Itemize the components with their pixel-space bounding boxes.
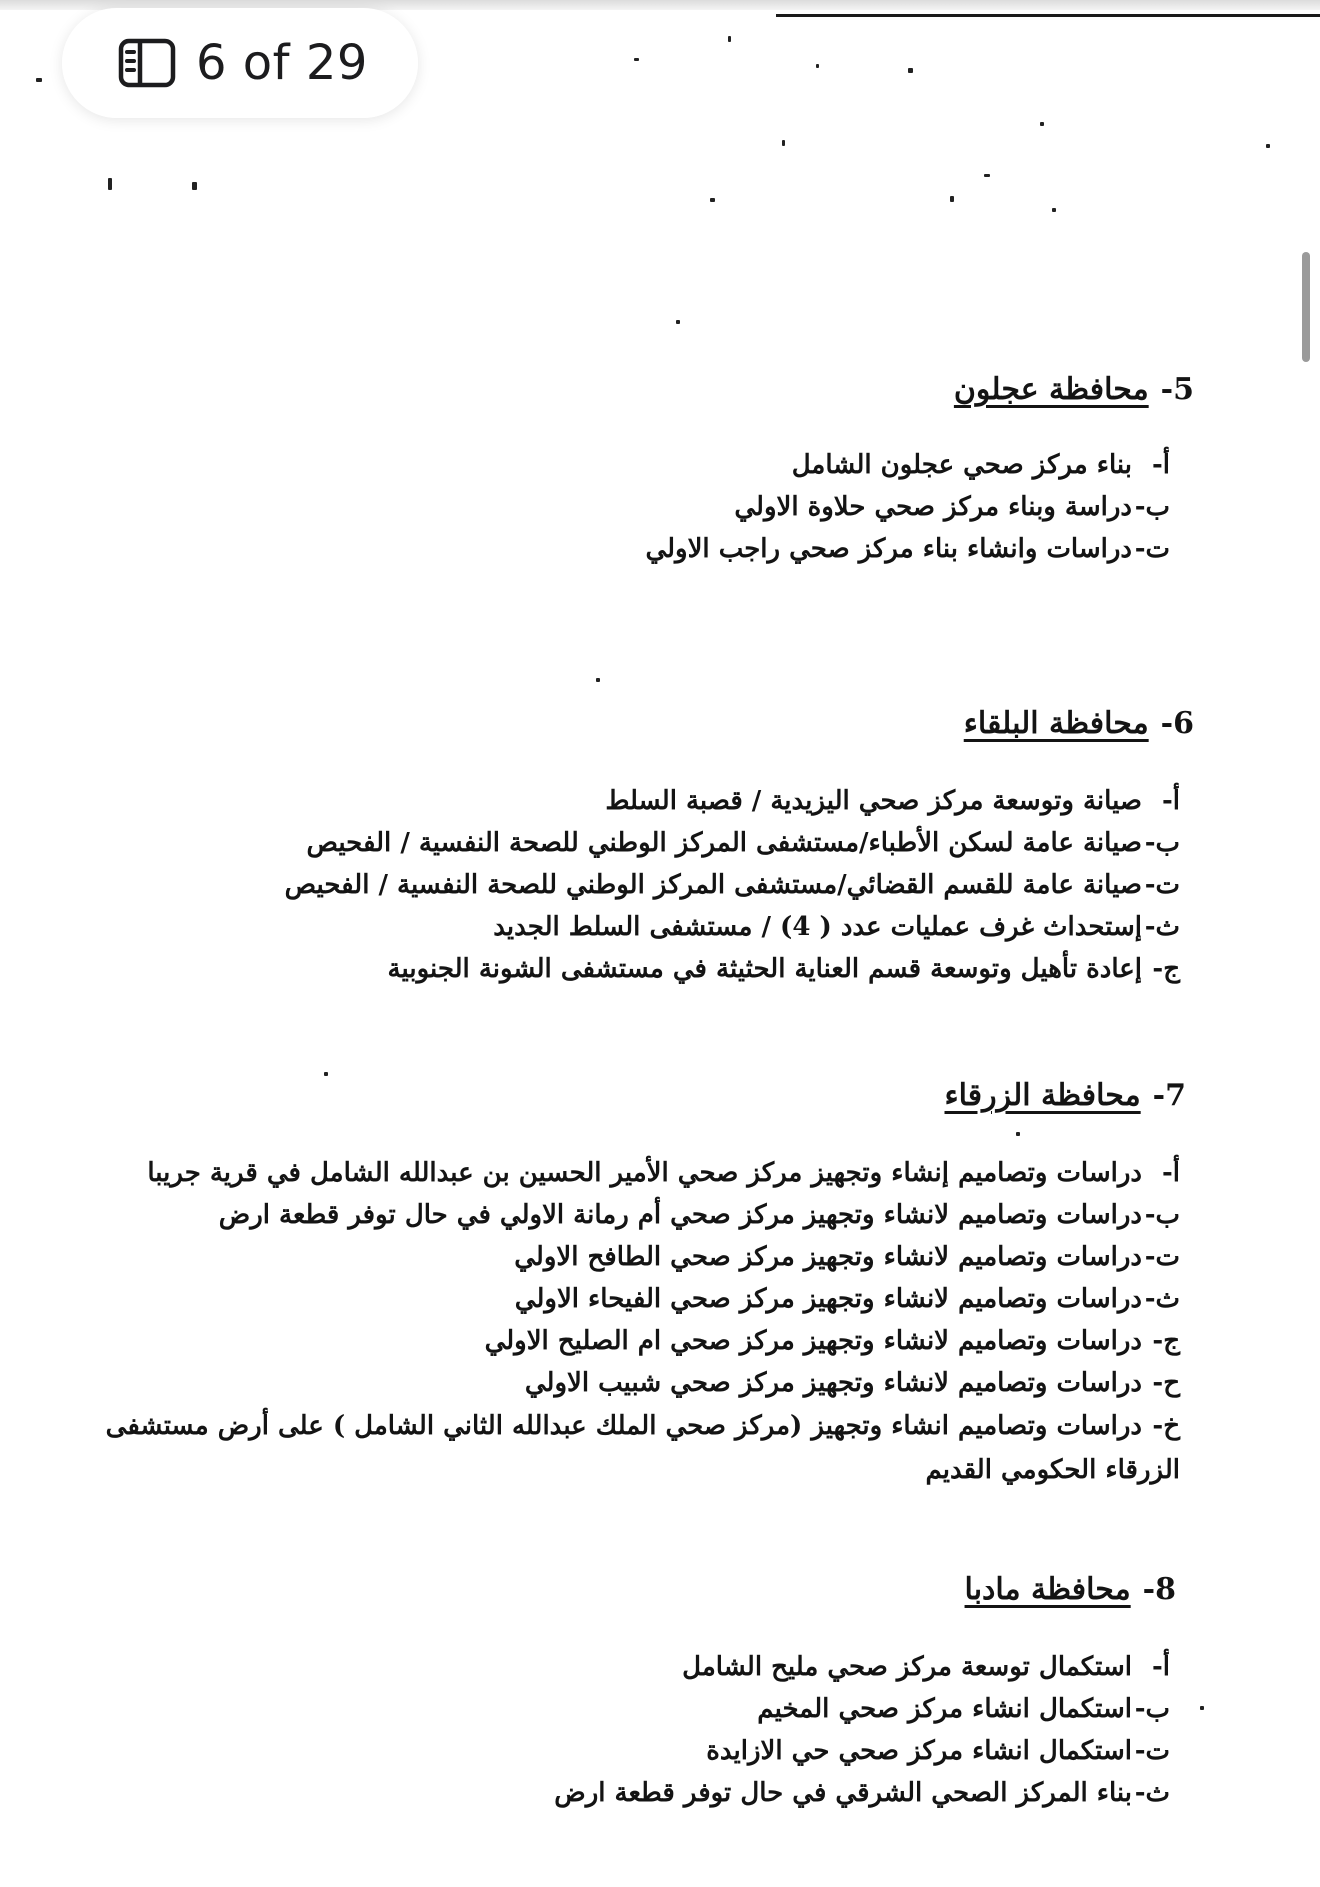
item-letter: ت- (1144, 870, 1180, 900)
item-text: دراسات وانشاء بناء مركز صحي راجب الاولي (645, 534, 1132, 564)
item-letter: ث- (1144, 912, 1180, 942)
item-text: دراسات وتصاميم لانشاء وتجهيز مركز صحي ام الصليح الاولي (484, 1326, 1142, 1356)
scan-speck (1266, 144, 1270, 148)
list-item (554, 1772, 1170, 1814)
page-indicator[interactable] (62, 8, 418, 118)
item-text: استكمال توسعة مركز صحي مليح الشامل (682, 1652, 1132, 1682)
list-item (645, 528, 1170, 570)
section-number: 6- (1160, 706, 1194, 741)
scan-speck (596, 678, 600, 682)
scan-speck (950, 196, 954, 202)
list-item (50, 1194, 1180, 1236)
section-heading (965, 1572, 1176, 1607)
item-text: دراسات وتصاميم انشاء وتجهيز (مركز صحي الملك عبدالله الثاني الشامل ) على أرض مستشفى الزرقاء الحكومي القديم (105, 1411, 1180, 1485)
item-letter: ح- (1152, 1368, 1180, 1398)
list-item (645, 486, 1170, 528)
sidebar-thumbnails-icon[interactable] (118, 38, 176, 88)
list-item (554, 1646, 1170, 1688)
list-item (645, 444, 1170, 486)
item-text: صيانة عامة لسكن الأطباء/مستشفى المركز الوطني للصحة النفسية / الفحيص (306, 828, 1142, 858)
item-text: دراسات وتصاميم لانشاء وتجهيز مركز صحي أم رمانة الاولي في حال توفر قطعة ارض (218, 1200, 1142, 1230)
scrollbar-thumb[interactable] (1302, 252, 1310, 362)
item-text: دراسات وتصاميم إنشاء وتجهيز مركز صحي الأمير الحسين بن عبدالله الشامل في قرية جريبا (147, 1158, 1142, 1188)
scan-speck (984, 174, 990, 177)
list-item (50, 1236, 1180, 1278)
item-letter: أ- (1151, 450, 1170, 480)
item-text: بناء المركز الصحي الشرقي في حال توفر قطعة ارض (554, 1778, 1132, 1808)
list-item (285, 906, 1180, 948)
item-list (554, 1646, 1170, 1814)
section-title: محافظة عجلون (953, 372, 1149, 407)
list-item (285, 948, 1180, 990)
list-item (50, 1320, 1180, 1362)
item-list (645, 444, 1170, 570)
item-letter: ث- (1134, 1778, 1170, 1808)
section-title: محافظة البلقاء (963, 706, 1149, 741)
section-heading (964, 706, 1194, 741)
item-text: دراسات وتصاميم لانشاء وتجهيز مركز صحي شبيب الاولي (524, 1368, 1142, 1398)
scan-speck (1052, 208, 1056, 212)
item-text: إستحداث غرف عمليات عدد ( 4) / مستشفى السلط الجديد (493, 912, 1142, 942)
scan-speck (634, 58, 639, 61)
item-text: دراسات وتصاميم لانشاء وتجهيز مركز صحي الطافح الاولي (514, 1242, 1142, 1272)
scan-speck (36, 78, 42, 82)
scan-speck (1016, 1132, 1020, 1136)
scan-speck (1200, 1706, 1204, 1710)
section-number: 8- (1142, 1572, 1176, 1607)
item-letter: ب- (1144, 828, 1180, 858)
item-letter: خ- (1152, 1411, 1180, 1441)
item-letter: ج- (1152, 954, 1180, 984)
item-list (285, 780, 1180, 990)
item-letter: ث- (1144, 1284, 1180, 1314)
section-heading (945, 1078, 1187, 1113)
item-text: استكمال انشاء مركز صحي حي الازايدة (706, 1736, 1132, 1766)
item-letter: ب- (1134, 492, 1170, 522)
item-text: بناء مركز صحي عجلون الشامل (791, 450, 1132, 480)
scan-speck (1040, 122, 1044, 126)
scan-speck (710, 198, 715, 202)
section-title: محافظة مادبا (964, 1572, 1131, 1607)
item-letter: ب- (1144, 1200, 1180, 1230)
section-title: محافظة الزرقاء (944, 1078, 1141, 1113)
item-letter: ت- (1134, 1736, 1170, 1766)
item-letter: ب- (1134, 1694, 1170, 1724)
item-list (50, 1152, 1180, 1492)
scan-speck (908, 68, 913, 73)
section-heading (954, 372, 1194, 407)
item-text: استكمال انشاء مركز صحي المخيم (757, 1694, 1132, 1724)
list-item (50, 1152, 1180, 1194)
list-item (285, 780, 1180, 822)
list-item (285, 822, 1180, 864)
item-text: دراسات وتصاميم لانشاء وتجهيز مركز صحي الفيحاء الاولي (514, 1284, 1142, 1314)
section-number: 7- (1152, 1078, 1186, 1113)
scan-speck (816, 64, 819, 68)
scan-speck (108, 178, 112, 190)
list-item (50, 1278, 1180, 1320)
list-item (285, 864, 1180, 906)
item-text: صيانة عامة للقسم القضائي/مستشفى المركز الوطني للصحة النفسية / الفحيص (284, 870, 1142, 900)
item-letter: ت- (1134, 534, 1170, 564)
item-letter: أ- (1161, 786, 1180, 816)
page-count-label: 6 of 29 (196, 35, 368, 91)
item-text: صيانة وتوسعة مركز صحي اليزيدية / قصبة السلط (605, 786, 1142, 816)
list-item (50, 1362, 1180, 1404)
item-text: دراسة وبناء مركز صحي حلاوة الاولي (734, 492, 1132, 522)
scan-speck (782, 140, 785, 146)
scan-speck (728, 36, 731, 42)
item-letter: أ- (1151, 1652, 1170, 1682)
item-letter: ت- (1144, 1242, 1180, 1272)
scan-speck (192, 182, 197, 190)
list-item (554, 1730, 1170, 1772)
scan-speck (676, 320, 680, 324)
list-item (50, 1404, 1180, 1492)
item-text: إعادة تأهيل وتوسعة قسم العناية الحثيثة في مستشفى الشونة الجنوبية (387, 954, 1142, 984)
item-letter: ج- (1152, 1326, 1180, 1356)
scan-speck (324, 1072, 328, 1076)
scan-top-rule (776, 14, 1320, 17)
item-letter: أ- (1161, 1158, 1180, 1188)
section-number: 5- (1160, 372, 1194, 407)
list-item (554, 1688, 1170, 1730)
